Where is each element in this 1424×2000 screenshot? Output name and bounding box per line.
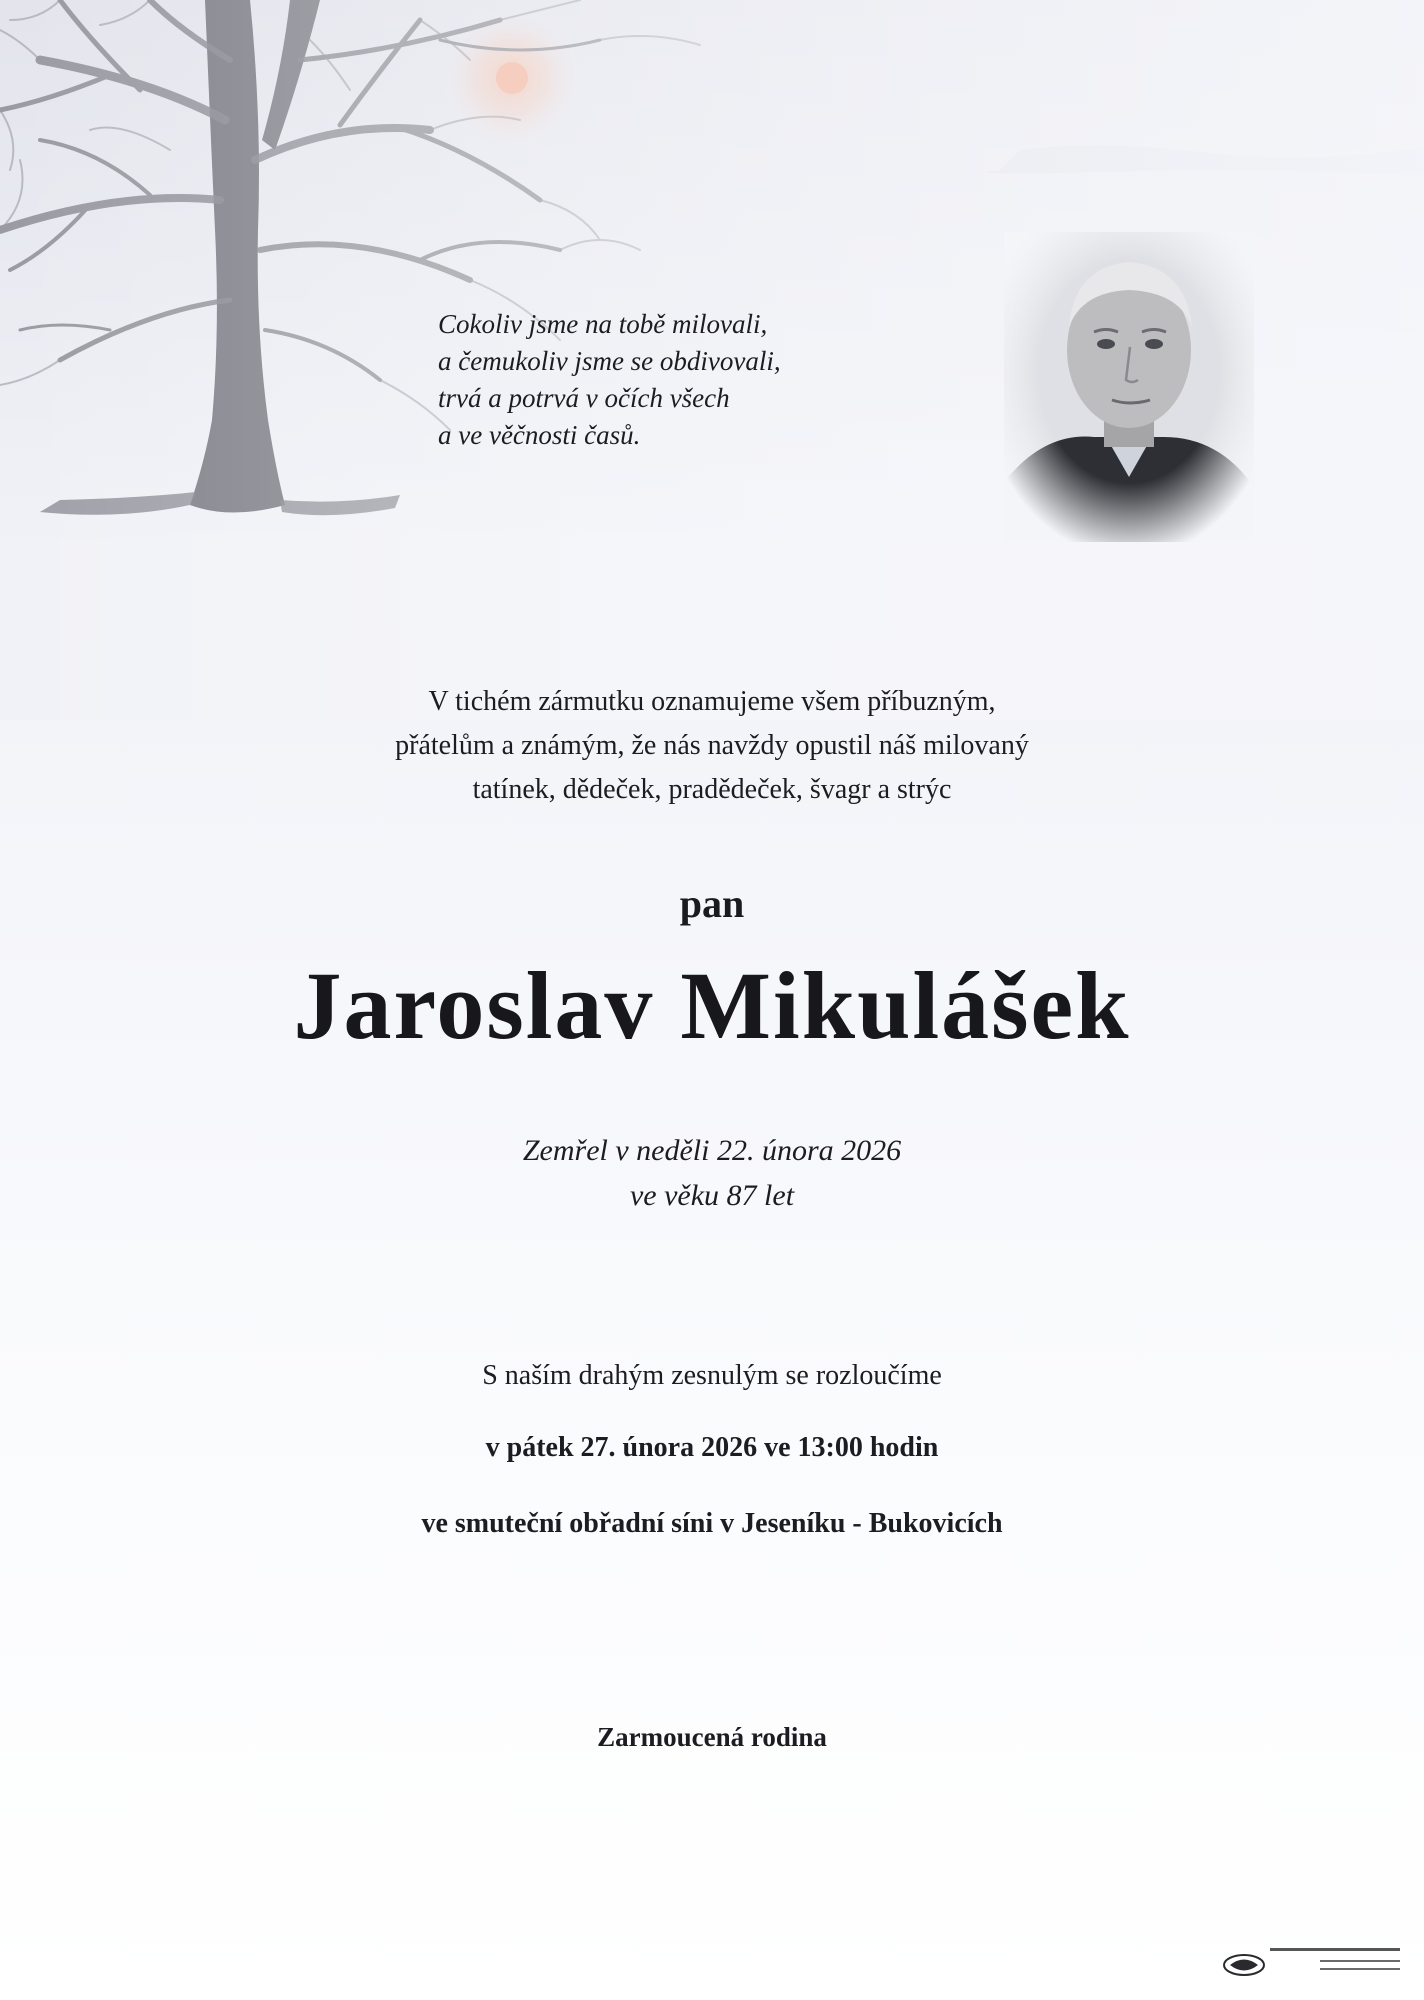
- honorific: pan: [679, 881, 745, 926]
- memorial-quote: [438, 306, 918, 454]
- announcement-line: tatínek, dědeček, pradědeček, švagr a strýc: [472, 774, 952, 805]
- farewell-time: v pátek 27. února 2026 ve 13:00 hodin: [485, 1432, 939, 1463]
- death-details: [212, 1128, 1212, 1218]
- quote-line: trvá a potrvá v očích všech: [438, 383, 730, 413]
- farewell-place: ve smuteční obřadní síni v Jeseníku - Bukovicích: [421, 1508, 1003, 1539]
- announcement-line: přátelům a známým, že nás navždy opustil náš milovaný: [395, 730, 1029, 761]
- family-signature: Zarmoucená rodina: [597, 1722, 827, 1752]
- quote-line: Cokoliv jsme na tobě milovali,: [438, 309, 768, 339]
- announcement-text: [212, 680, 1212, 812]
- portrait-photo: [1004, 232, 1254, 542]
- death-date: Zemřel v neděli 22. února 2026: [522, 1134, 902, 1167]
- announcement-line: V tichém zármutku oznamujeme všem příbuzným,: [428, 686, 996, 717]
- quote-line: a čemukoliv jsme se obdivovali,: [438, 346, 781, 376]
- quote-line: a ve věčnosti časů.: [438, 420, 641, 450]
- funeral-agency-logo: [1220, 1940, 1410, 1990]
- death-age: ve věku 87 let: [629, 1179, 795, 1212]
- farewell-intro: S naším drahým zesnulým se rozloučíme: [482, 1360, 942, 1391]
- deceased-name: Jaroslav Mikulášek: [293, 952, 1131, 1059]
